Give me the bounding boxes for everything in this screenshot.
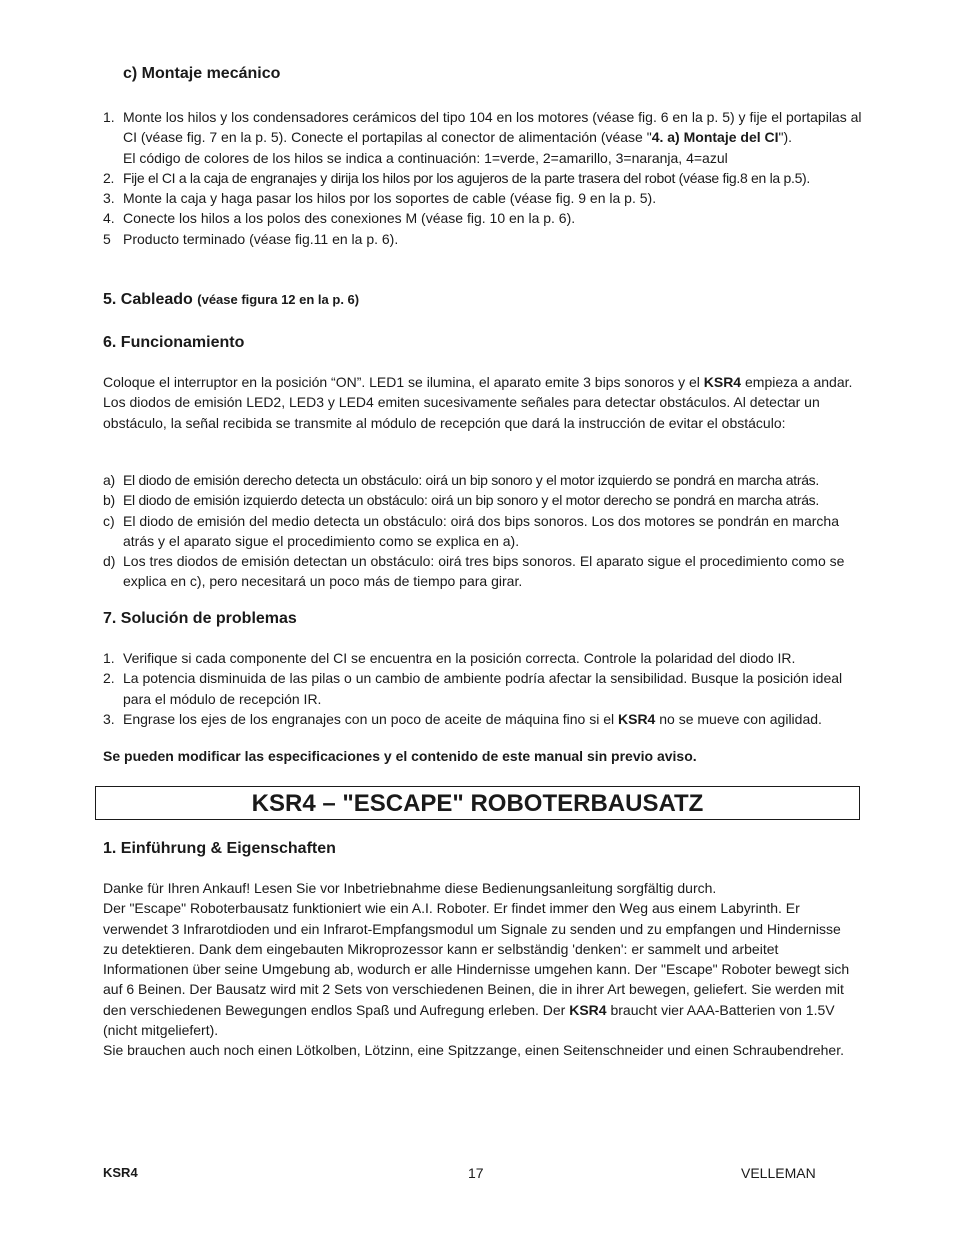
de-section-1-title: 1. Einführung & Eigenschaften bbox=[103, 840, 336, 857]
section-6-list bbox=[103, 470, 873, 592]
list-item: 5 Producto terminado (véase fig.11 en la p. 6). bbox=[103, 230, 399, 247]
list-item: 3. Engrase los ejes de los engranajes con un poco de aceite de máquina fino si el KSR4 no se mueve con agilidad. bbox=[103, 710, 822, 727]
list-item: d) Los tres diodos de emisión detectan un obstáculo: oirá tres bips sonoros. El aparato sigue el procedimiento como se explica en c), pero necesitará un poco más de tiempo para girar. bbox=[103, 553, 845, 590]
spec-change-notice: Se pueden modificar las especificaciones y el contenido de este manual sin previo aviso. bbox=[103, 748, 697, 764]
list-item: 1. Monte los hilos y los condensadores cerámicos del tipo 104 en los motores (véase fig. 6 en la p. 5) y fije el portapilas al CI (véase fig. 7 en la p. 5). Conecte el portapilas al conector de alimentación (véase "4. a) Montaje del CI"). El código de colores de los hilos se indica a continuación: 1=verde, 2=amarillo, 3=naranja, 4=azul bbox=[103, 109, 862, 166]
section-6-title: 6. Funcionamiento bbox=[103, 334, 245, 351]
list-item: 1. Verifique si cada componente del CI se encuentra en la posición correcta. Controle la polaridad del diodo IR. bbox=[103, 650, 796, 666]
section-c-title: c) Montaje mecánico bbox=[123, 65, 281, 82]
section-7-title: 7. Solución de problemas bbox=[103, 610, 297, 627]
footer-page-number: 17 bbox=[468, 1165, 484, 1181]
list-item: b) El diodo de emisión izquierdo detecta un obstáculo: oirá un bip sonoro y el motor derecho se pondrá en marcha atrás. bbox=[103, 492, 819, 509]
de-section-1-body: Danke für Ihren Ankauf! Lesen Sie vor Inbetriebnahme diese Bedienungsanleitung sorgfältig durch. Der "Escape" Roboterbausatz funktioniert wie ein A.I. Roboter. Er findet immer den Weg aus einem Labyrinth. Er verwendet 3 Infrarotdioden und ein Infrarot-Empfangsmodul um Signale zu senden und zu empfangen und Hindernisse zu detektieren. Dank dem eingebauten Mikroprozessor kann er selbständig 'denken': er sammelt und arbeitet Informationen über seine Umgebung ab, wodurch er alle Hindernisse umgehen kann. Der "Escape" Roboter bewegt sich auf 6 Beinen. Der Bausatz wird mit 2 Sets von verschiedenen Beinen, die in ihrer Art bewegen, geliefert. Sie werden mit den verschiedenen Bewegungen endlos Spaß und Aufregung erleben. Der KSR4 braucht vier AAA-Batterien von 1.5V (nicht mitgeliefert). Sie brauchen auch noch einen Lötkolben, Lötzinn, eine Spitzzange, einen Seitenschneider und einen Schraubendreher. bbox=[103, 880, 850, 1059]
section-7-list bbox=[103, 648, 863, 729]
section-6-intro: Coloque el interruptor en la posición “ON”. LED1 se ilumina, el aparato emite 3 bips sonoros y el KSR4 empieza a andar. Los diodos de emisión LED2, LED3 y LED4 emiten sucesivamente señales para detectar obstáculos. Al detectar un obstáculo, la señal recibida se transmite al módulo de recepción que dará la instrucción de evitar el obstáculo: bbox=[103, 374, 853, 431]
footer-product-code: KSR4 bbox=[103, 1165, 138, 1180]
list-item: c) El diodo de emisión del medio detecta un obstáculo: oirá dos bips sonoros. Los dos motores se pondrán en marcha atrás y el aparato sigue el procedimiento como se explica en a). bbox=[103, 512, 839, 549]
list-item: 2. La potencia disminuida de las pilas o un cambio de ambiente podría afectar la sensibilidad. Busque la posición ideal para el módulo de recepción IR. bbox=[103, 670, 843, 707]
list-item: 4. Conecte los hilos a los polos des conexiones M (véase fig. 10 en la p. 6). bbox=[103, 210, 576, 227]
list-item: 3. Monte la caja y haga pasar los hilos por los soportes de cable (véase fig. 9 en la p. 5). bbox=[103, 190, 657, 207]
list-item: 2. Fije el CI a la caja de engranajes y dirija los hilos por los agujeros de la parte trasera del robot (véase fig.8 en la p.5). bbox=[103, 169, 811, 186]
list-item: a) El diodo de emisión derecho detecta un obstáculo: oirá un bip sonoro y el motor izquierdo se pondrá en marcha atrás. bbox=[103, 472, 819, 488]
german-section-banner: KSR4 – "ESCAPE" ROBOTERBAUSATZ bbox=[95, 786, 860, 820]
footer-brand: VELLEMAN bbox=[741, 1165, 816, 1181]
section-c-list bbox=[103, 107, 863, 249]
section-5-title: 5. Cableado (véase figura 12 en la p. 6) bbox=[103, 291, 360, 308]
